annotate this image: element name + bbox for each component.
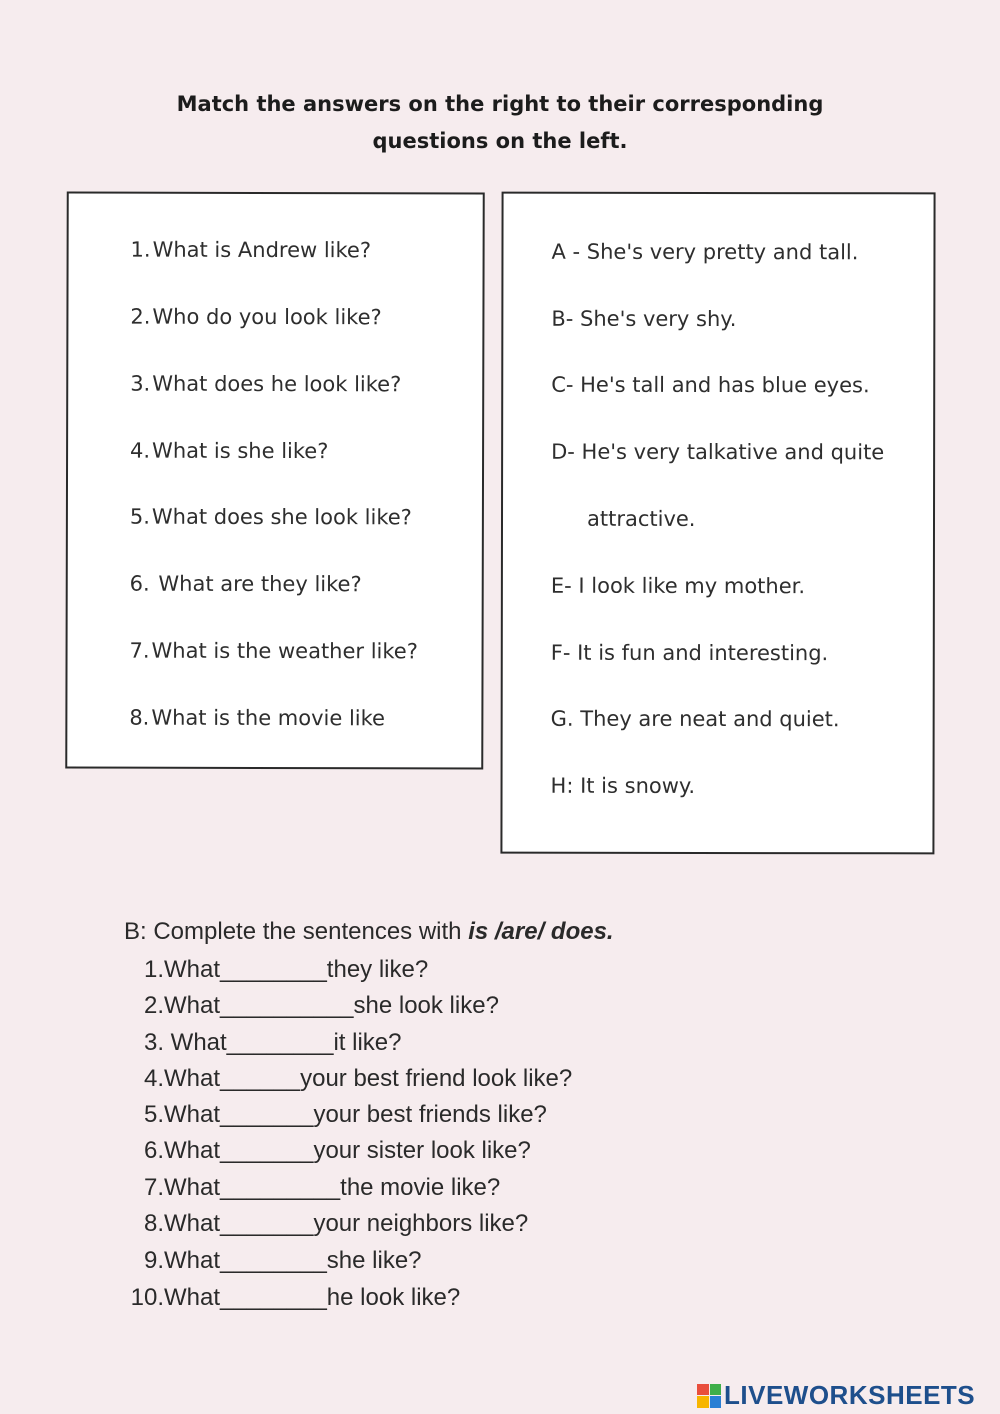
instructions-title (100, 86, 900, 160)
fill-in-item: 3. What________it like? (143, 1029, 402, 1056)
answer-item: C- He's tall and has blue eyes. (551, 372, 870, 398)
questions-box (65, 191, 485, 769)
question-item: 3.What does he look like? (130, 371, 402, 397)
question-item: 4.What is she like? (129, 438, 329, 464)
answer-item: B- She's very shy. (551, 306, 737, 332)
fill-in-item: 8.What_______your neighbors like? (143, 1210, 529, 1237)
logo-mark-icon (697, 1384, 721, 1408)
fill-in-item: 1.What________they like? (143, 956, 429, 983)
answer-item: F- It is fun and interesting. (550, 640, 829, 666)
liveworksheets-logo[interactable] (697, 1380, 975, 1411)
answer-item: A - She's very pretty and tall. (551, 239, 859, 265)
instructions-line-1: Match the answers on the right to their corresponding (176, 92, 824, 116)
section-b-heading: B: Complete the sentences with is /are/ does. (124, 918, 614, 945)
fill-in-item: 5.What_______your best friends like? (143, 1101, 547, 1128)
answers-box (500, 192, 935, 855)
fill-in-item: 4.What______your best friend look like? (143, 1065, 573, 1092)
question-item: 8.What is the movie like (129, 705, 386, 731)
logo-text: LIVEWORKSHEETS (724, 1380, 976, 1410)
question-item: 2.Who do you look like? (130, 304, 382, 330)
answer-item: E- I look like my mother. (550, 573, 806, 599)
answer-item-continuation: attractive. (586, 506, 696, 531)
question-item: 1.What is Andrew like? (130, 237, 372, 263)
instructions-line-2: questions on the left. (372, 129, 628, 153)
answer-item: H: It is snowy. (550, 773, 696, 798)
question-item: 6. What are they like? (129, 571, 362, 597)
fill-in-item: 10.What________he look like? (130, 1284, 461, 1311)
section-b-emphasis: is /are/ does. (468, 918, 614, 945)
answer-item: G. They are neat and quiet. (550, 706, 840, 732)
fill-in-item: 6.What_______your sister look like? (143, 1137, 531, 1164)
fill-in-item: 9.What________she like? (143, 1247, 422, 1274)
question-item: 5.What does she look like? (129, 504, 412, 530)
fill-in-item: 7.What_________the movie like? (143, 1174, 501, 1201)
answer-item: D- He's very talkative and quite (551, 439, 885, 465)
fill-in-item: 2.What__________she look like? (143, 992, 499, 1019)
question-item: 7.What is the weather like? (129, 638, 418, 664)
